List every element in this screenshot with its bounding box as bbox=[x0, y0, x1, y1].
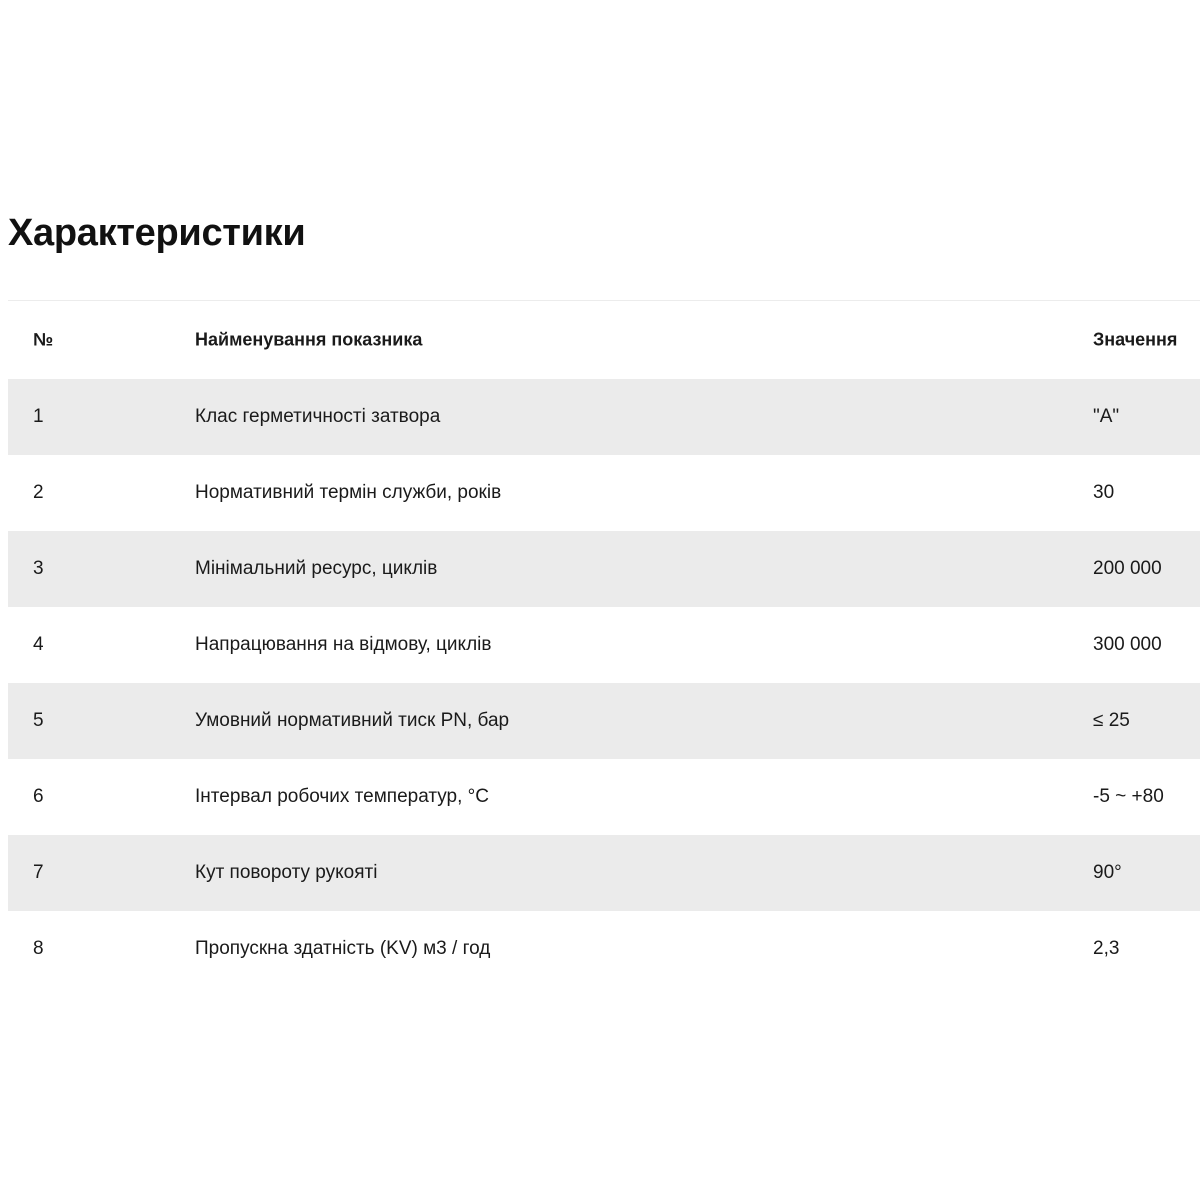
table-row bbox=[8, 531, 1200, 607]
row-number: 7 bbox=[33, 862, 44, 883]
row-parameter-name: Кут повороту рукояті bbox=[195, 862, 378, 883]
table-row bbox=[8, 759, 1200, 835]
table-row bbox=[8, 683, 1200, 759]
row-number: 8 bbox=[33, 938, 44, 959]
row-value: -5 ~ +80 bbox=[1093, 786, 1164, 807]
row-number: 2 bbox=[33, 482, 44, 503]
header-parameter-name: Найменування показника bbox=[195, 329, 423, 350]
row-value: 2,3 bbox=[1093, 938, 1120, 959]
row-parameter-name: Напрацювання на відмову, циклів bbox=[195, 634, 492, 655]
table-row bbox=[8, 911, 1200, 987]
table-row bbox=[8, 455, 1200, 531]
section-title: Характеристики bbox=[8, 212, 306, 254]
row-parameter-name: Клас герметичності затвора bbox=[195, 406, 441, 427]
row-value: 90° bbox=[1093, 862, 1122, 883]
row-number: 5 bbox=[33, 710, 44, 731]
row-value: ≤ 25 bbox=[1093, 710, 1130, 731]
header-number: № bbox=[33, 329, 54, 350]
table-header-row bbox=[8, 301, 1200, 379]
row-parameter-name: Нормативний термін служби, років bbox=[195, 482, 502, 503]
table-row bbox=[8, 379, 1200, 455]
row-number: 4 bbox=[33, 634, 44, 655]
row-parameter-name: Умовний нормативний тиск PN, бар bbox=[195, 710, 510, 731]
row-parameter-name: Інтервал робочих температур, °С bbox=[195, 786, 489, 807]
row-parameter-name: Пропускна здатність (KV) м3 / год bbox=[195, 938, 491, 959]
header-value: Значення bbox=[1093, 329, 1178, 350]
row-value: 300 000 bbox=[1093, 634, 1162, 655]
specifications-table bbox=[8, 300, 1200, 987]
table-row bbox=[8, 835, 1200, 911]
row-number: 1 bbox=[33, 406, 44, 427]
row-value: 200 000 bbox=[1093, 558, 1162, 579]
row-parameter-name: Мінімальний ресурс, циклів bbox=[195, 558, 438, 579]
row-number: 3 bbox=[33, 558, 44, 579]
row-value: 30 bbox=[1093, 482, 1115, 503]
row-number: 6 bbox=[33, 786, 44, 807]
table-row bbox=[8, 607, 1200, 683]
row-value: "A" bbox=[1093, 406, 1120, 427]
